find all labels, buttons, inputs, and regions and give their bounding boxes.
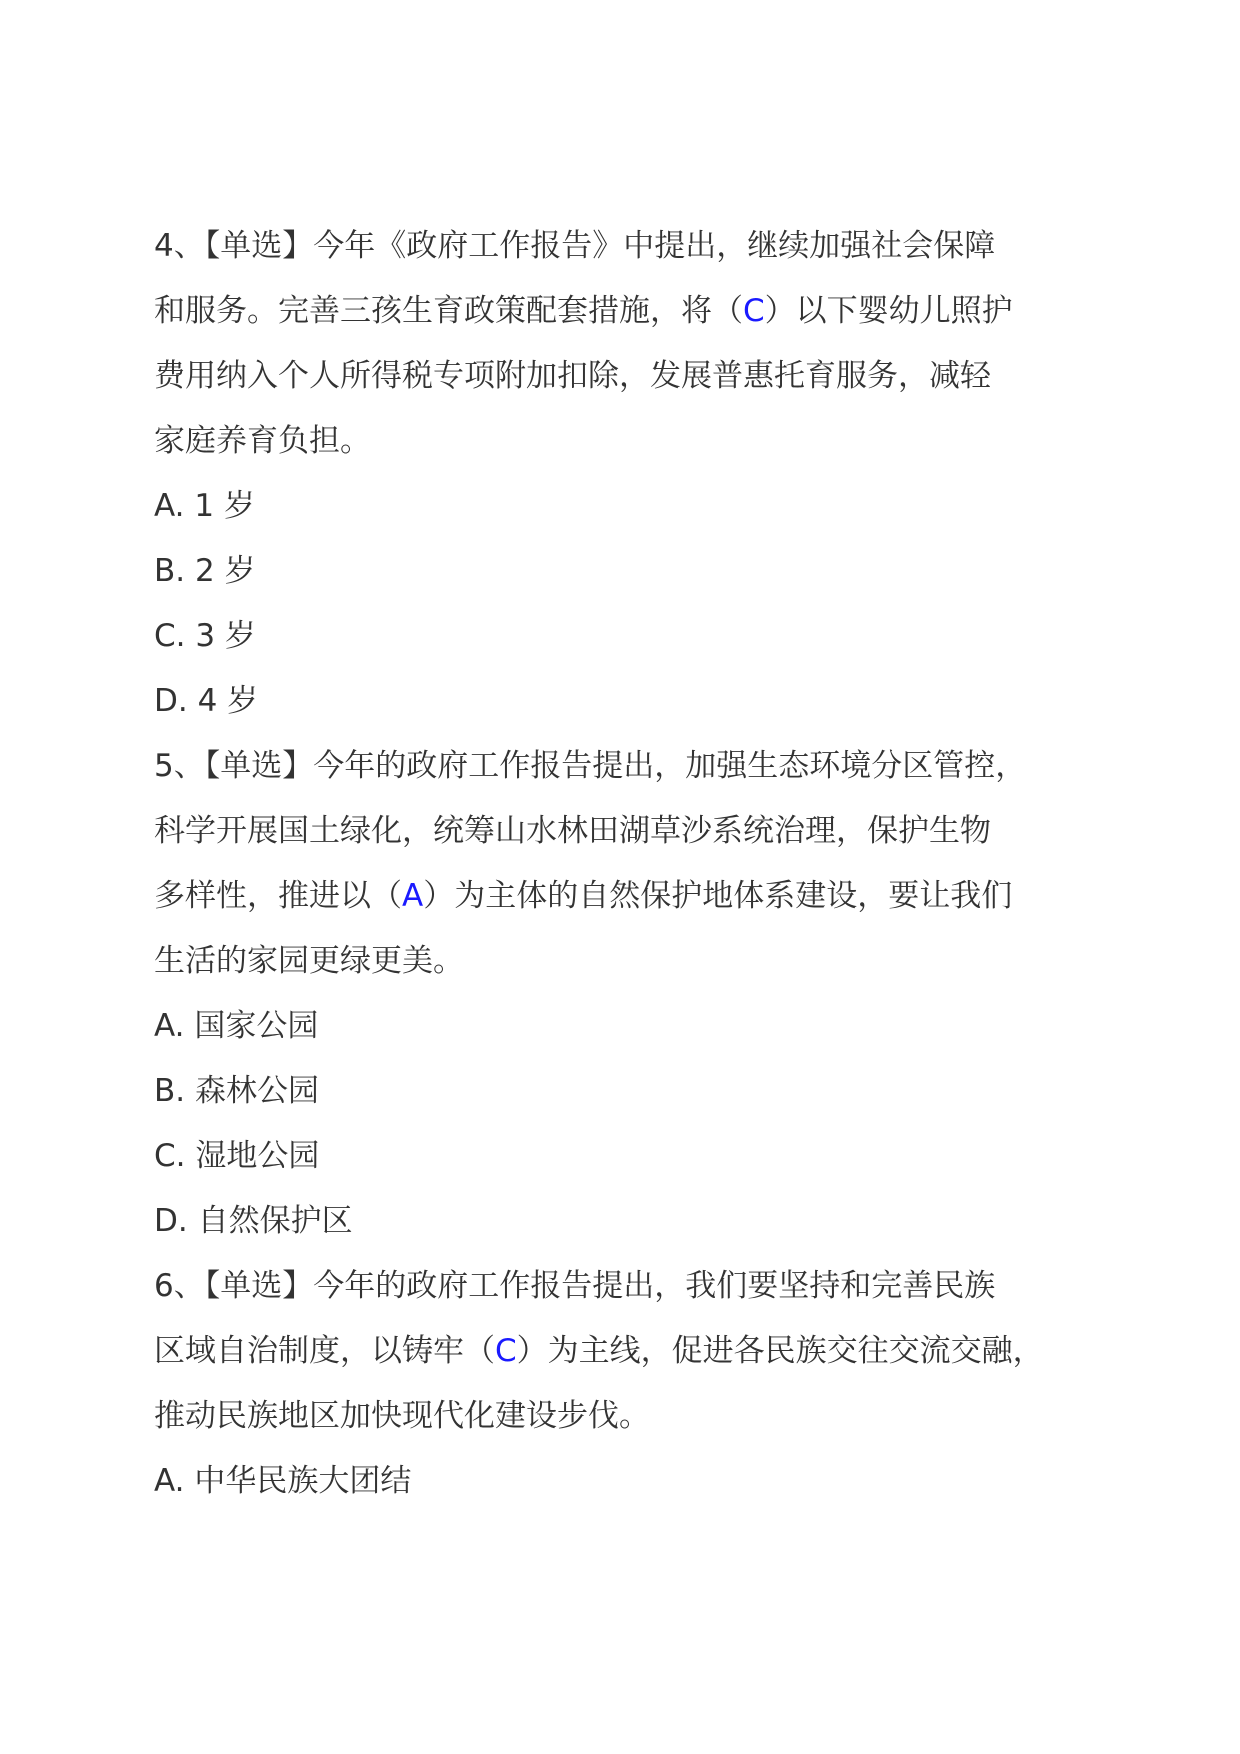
question-4-line-2 <box>154 279 1114 344</box>
question-5 <box>154 734 1114 1254</box>
question-5-line-4 <box>154 929 1114 994</box>
question-4-option-a: A. 1 岁 <box>154 488 255 524</box>
answer-mark: A <box>402 878 424 914</box>
question-5-option-c: C. 湿地公园 <box>154 1138 320 1174</box>
question-text: 费用纳入个人所得税专项附加扣除，发展普惠托育服务，减轻 <box>154 358 991 394</box>
question-4-option-b: B. 2 岁 <box>154 553 256 589</box>
question-text: 家庭养育负担。 <box>154 423 371 459</box>
question-6-line-1 <box>154 1254 1114 1319</box>
answer-mark: C <box>495 1333 517 1369</box>
question-4 <box>154 214 1114 734</box>
question-6 <box>154 1254 1114 1514</box>
question-text: ）以下婴幼儿照护 <box>764 293 1013 329</box>
question-5-line-2 <box>154 799 1114 864</box>
question-text: 多样性，推进以（ <box>154 878 402 914</box>
question-text: 6、【单选】今年的政府工作报告提出，我们要坚持和完善民族 <box>154 1268 996 1304</box>
question-text: 生活的家园更绿更美。 <box>154 943 464 979</box>
question-text: 科学开展国土绿化，统筹山水林田湖草沙系统治理，保护生物 <box>154 813 991 849</box>
question-text: 区域自治制度，以铸牢（ <box>154 1333 495 1369</box>
question-6-option-a: A. 中华民族大团结 <box>154 1463 412 1499</box>
question-4-line-3 <box>154 344 1114 409</box>
question-4-line-4 <box>154 409 1114 474</box>
question-text: 4、【单选】今年《政府工作报告》中提出，继续加强社会保障 <box>154 228 996 264</box>
question-6-line-2 <box>154 1319 1114 1384</box>
question-text: 推动民族地区加快现代化建设步伐。 <box>154 1398 650 1434</box>
question-4-option-d: D. 4 岁 <box>154 683 259 719</box>
question-4-option-c: C. 3 岁 <box>154 618 256 654</box>
answer-mark: C <box>743 293 765 329</box>
question-6-line-3 <box>154 1384 1114 1449</box>
question-5-option-d: D. 自然保护区 <box>154 1203 353 1239</box>
question-text: 和服务。完善三孩生育政策配套措施，将（ <box>154 293 743 329</box>
document-content <box>154 214 1114 1514</box>
question-5-option-a: A. 国家公园 <box>154 1008 319 1044</box>
question-text: ）为主线，促进各民族交往交流交融， <box>516 1333 1044 1369</box>
question-text: 5、【单选】今年的政府工作报告提出，加强生态环境分区管控， <box>154 748 1027 784</box>
question-5-line-1 <box>154 734 1114 799</box>
question-5-option-b: B. 森林公园 <box>154 1073 319 1109</box>
question-text: ）为主体的自然保护地体系建设，要让我们 <box>423 878 1013 914</box>
question-4-line-1 <box>154 214 1114 279</box>
question-5-line-3 <box>154 864 1114 929</box>
